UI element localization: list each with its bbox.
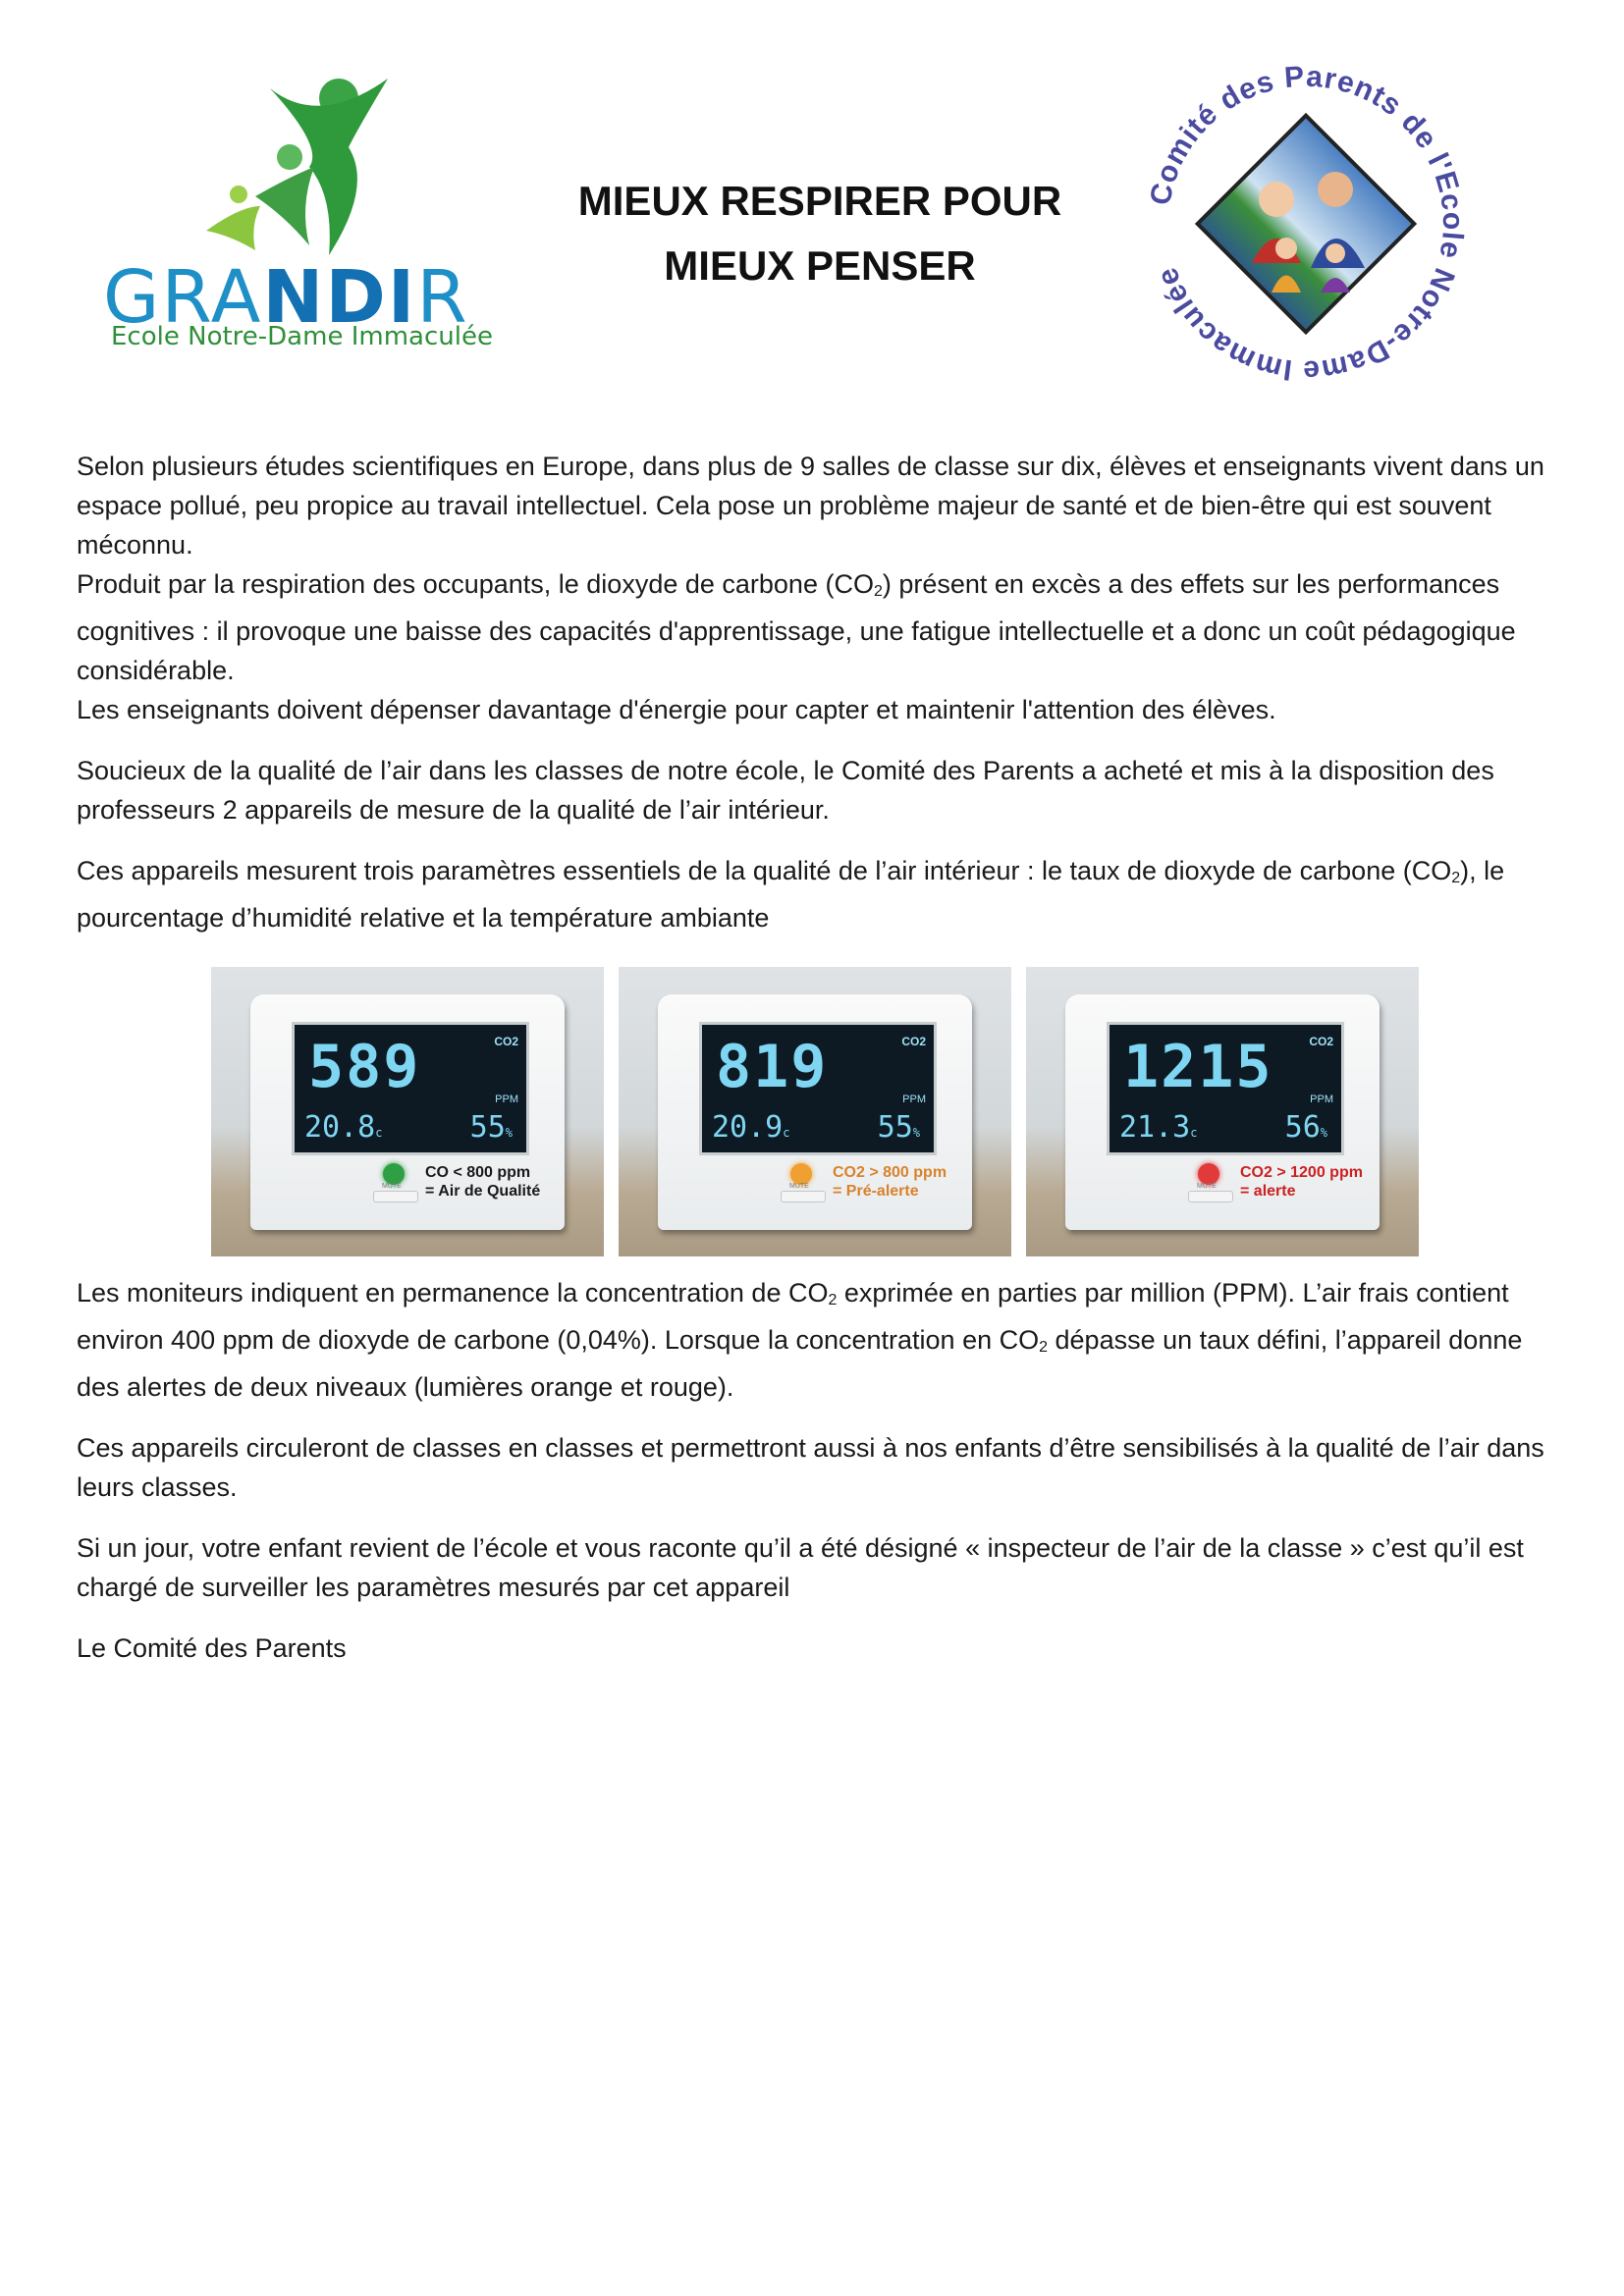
paragraph-3: Ces appareils mesurent trois paramètres essentiels de la qualité de l’air intérieur : le taux de dioxyde de carbone $(CO_2)$, le pourcentage d’humidité relative et la température ambiante bbox=[77, 856, 1505, 933]
status-led bbox=[383, 1163, 405, 1185]
ppm-readout: 1215 bbox=[1123, 1033, 1273, 1101]
article-body-continued bbox=[77, 1273, 1579, 1689]
mute-button bbox=[373, 1191, 418, 1202]
signature: Le Comité des Parents bbox=[77, 1633, 347, 1663]
humidity-readout: 56% bbox=[1284, 1110, 1327, 1145]
ring-text: Comité des Parents de l'Ecole Notre-Dame Immaculée bbox=[1144, 60, 1470, 388]
mute-button bbox=[781, 1191, 826, 1202]
monitor-screen: 1215 CO2 PPM 21.3c 56% bbox=[1107, 1022, 1344, 1155]
co2-monitor: 1215 CO2 PPM 21.3c 56% MUTE CO2 > 1200 ppm = alerte bbox=[1065, 994, 1380, 1230]
parents-committee-logo bbox=[1139, 57, 1473, 391]
temperature-readout: 21.3c bbox=[1119, 1110, 1198, 1145]
ppm-readout: 589 bbox=[308, 1033, 421, 1101]
monitor-photo-alert bbox=[1026, 967, 1419, 1256]
monitor-caption: CO2 > 1200 ppm = alerte bbox=[1240, 1164, 1363, 1200]
co2-monitor: 589 CO2 PPM 20.8c 55% MUTE CO < 800 ppm = Air de Qualité bbox=[250, 994, 565, 1230]
article-body bbox=[77, 447, 1579, 959]
monitor-screen: 819 CO2 PPM 20.9c 55% bbox=[699, 1022, 937, 1155]
grandir-logo bbox=[103, 59, 496, 353]
humidity-readout: 55% bbox=[877, 1110, 920, 1145]
status-led bbox=[790, 1163, 812, 1185]
ppm-readout: 819 bbox=[716, 1033, 829, 1101]
paragraph-5: Ces appareils circuleront de classes en classes et permettront aussi à nos enfants d’être sensibilisés à la qualité de l’air dans leurs classes. bbox=[77, 1433, 1544, 1502]
monitor-photos bbox=[211, 967, 1419, 1256]
humidity-readout: 55% bbox=[469, 1110, 513, 1145]
paragraph-6: Si un jour, votre enfant revient de l’école et vous raconte qu’il a été désigné « inspecteur de l’air de la classe » c’est qu’il est chargé de surveiller les paramètres mesurés par cet appareil bbox=[77, 1533, 1524, 1602]
paragraph-4: Les moniteurs indiquent en permanence la concentration de $CO_2$ exprimée en parties par million (PPM). L’air frais contient environ 400 ppm de dioxyde de carbone (0,04%). Lorsque la concentration en $CO_2$ dépasse un taux défini, l’appareil donne des alertes de deux niveaux (lumières orange et rouge). bbox=[77, 1278, 1523, 1402]
co2-monitor: 819 CO2 PPM 20.9c 55% MUTE CO2 > 800 ppm = Pré-alerte bbox=[658, 994, 972, 1230]
school-name: Ecole Notre-Dame Immaculée bbox=[111, 322, 493, 351]
monitor-caption: CO < 800 ppm = Air de Qualité bbox=[425, 1164, 541, 1200]
temperature-readout: 20.8c bbox=[304, 1110, 383, 1145]
grandir-figures-icon bbox=[162, 59, 417, 255]
title-line-1: MIEUX RESPIRER POUR bbox=[577, 178, 1062, 224]
monitor-caption: CO2 > 800 ppm = Pré-alerte bbox=[833, 1164, 947, 1200]
paragraph-2: Soucieux de la qualité de l’air dans les classes de notre école, le Comité des Parents a acheté et mis à la disposition des professeurs 2 appareils de mesure de la qualité de l’air intérieur. bbox=[77, 756, 1494, 825]
title-line-2: MIEUX PENSER bbox=[664, 242, 976, 289]
monitor-screen: 589 CO2 PPM 20.8c 55% bbox=[292, 1022, 529, 1155]
status-led bbox=[1198, 1163, 1219, 1185]
monitor-photo-prealert bbox=[619, 967, 1011, 1256]
mute-button bbox=[1188, 1191, 1233, 1202]
paragraph-1: Selon plusieurs études scientifiques en Europe, dans plus de 9 salles de classe sur dix, élèves et enseignants vivent dans un espace pollué, peu propice au travail intellectuel. Cela pose un problème majeur de santé et de bien-être qui est souvent méconnu. Produit par la respiration des occupants, le dioxyde de carbone $(CO_2)$ présent en excès a des effets sur les performances cognitives : il provoque une baisse des capacités d'apprentissage, une fatigue intellectuelle et a donc un coût pédagogique considérable. Les enseignants doivent dépenser davantage d'énergie pour capter et maintenir l'attention des élèves. bbox=[77, 452, 1544, 724]
monitor-photo-good bbox=[211, 967, 604, 1256]
committee-seal-icon bbox=[1139, 57, 1473, 391]
page-title bbox=[545, 169, 1095, 298]
grandir-wordmark: GRANDIR bbox=[103, 255, 469, 340]
temperature-readout: 20.9c bbox=[712, 1110, 790, 1145]
